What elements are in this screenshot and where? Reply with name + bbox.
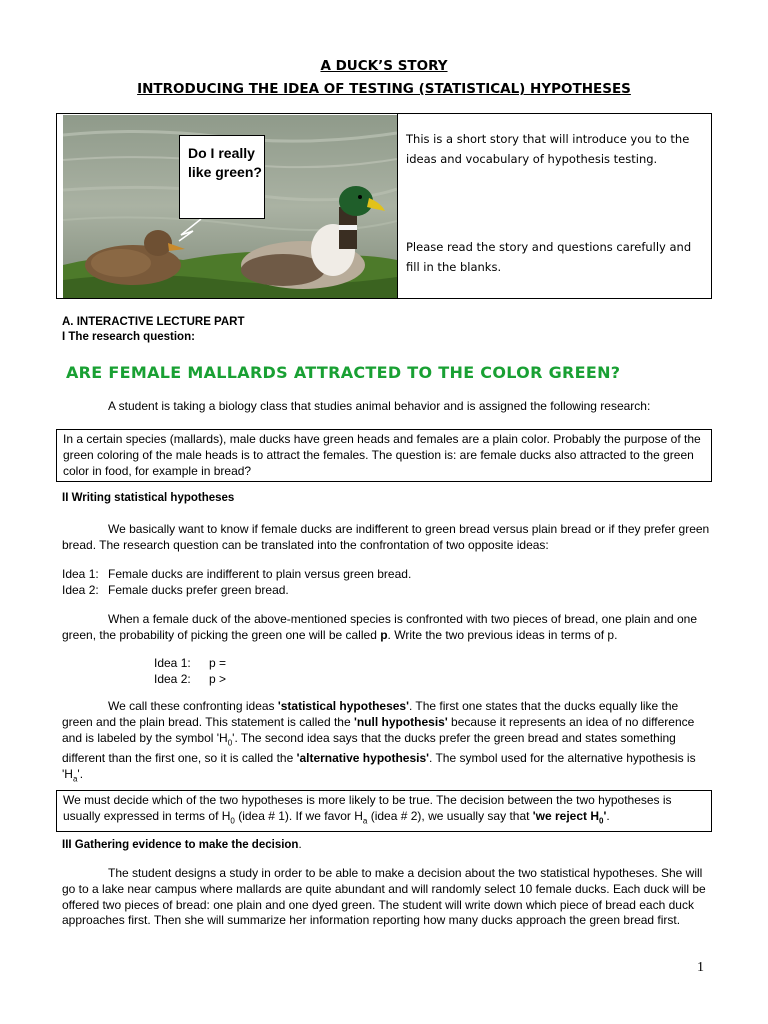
intro-text-1: This is a short story that will introduce you to the ideas and vocabulary of hypothesis testing. [406, 132, 690, 166]
ideas-list [62, 567, 710, 599]
idea-1: Idea 1: Female ducks are indifferent to plain versus green bread. [62, 567, 412, 581]
speech-bubble-text: Do I really like green? [188, 145, 262, 180]
basically-paragraph: We basically want to know if female ducks are indifferent to green bread versus plain bread or if they prefer green bread. The research question can be translated into the confrontation of two opposite ideas: [62, 522, 710, 552]
idea-2-p: Idea 2: p > [154, 671, 227, 686]
document-title: A DUCK’S STORY [320, 58, 448, 74]
speech-bubble [179, 135, 265, 219]
intro-table [56, 113, 712, 299]
idea-2: Idea 2: Female ducks prefer green bread. [62, 582, 289, 597]
hypotheses-paragraph: We call these confronting ideas 'statistical hypotheses'. The first one states that the ducks equally like the green and the plain bread. This statement is called the 'null hypothesis' because it represents an idea of no difference and is labeled by the symbol '$H_0$'. The second idea says that the ducks prefer the green bread and states something different than the first one, so it is called the 'alternative hypothesis'. The symbol used for the alternative hypothesis is '$H_a$'. [62, 699, 696, 783]
research-box: In a certain species (mallards), male ducks have green heads and females are a plain color. Probably the purpose of the green coloring of the male heads is to attract the females. The question is: are female ducks also attracted to the green color in food, for example in bread? [56, 429, 712, 482]
document-subtitle: INTRODUCING THE IDEA OF TESTING (STATISTICAL) HYPOTHESES [137, 81, 631, 97]
section-iii-heading: III Gathering evidence to make the decision. [62, 839, 302, 851]
section-a-heading: A. INTERACTIVE LECTURE PART [62, 316, 245, 328]
student-paragraph: A student is taking a biology class that studies animal behavior and is assigned the following research: [108, 399, 651, 413]
page-number: 1 [697, 960, 704, 975]
when-paragraph: When a female duck of the above-mentioned species is confronted with two pieces of bread, one plain and one green, the probability of picking the green one will be called p. Write the two previous ideas in terms of p. [62, 612, 698, 642]
section-ii-heading: II Writing statistical hypotheses [62, 492, 235, 504]
idea-1-p: Idea 1: p = [154, 656, 227, 670]
design-paragraph: The student designs a study in order to be able to make a decision about the two statistical hypotheses. She will go to a lake near campus where mallards are quite abundant and will randomly select 10 female ducks. Each duck will be offered two pieces of bread: one plain and one dyed green. The student will write down which piece of bread each duck approaches first. Then she will summarize her information reporting how many ducks approach the green bread first. [62, 866, 706, 928]
ideas-p-list [154, 656, 454, 688]
intro-text-2: Please read the story and questions carefully and fill in the blanks. [406, 240, 692, 274]
research-question: ARE FEMALE MALLARDS ATTRACTED TO THE COLOR GREEN? [66, 363, 621, 382]
duck-photo [63, 115, 397, 298]
research-question-heading: I The research question: [62, 331, 195, 343]
speech-pointer-icon [175, 219, 205, 243]
table-divider [397, 114, 398, 299]
decision-box: We must decide which of the two hypotheses is more likely to be true. The decision between the two hypotheses is usually expressed in terms of $H_0$ (idea # 1). If we favor $H_a$ (idea # 2), we usually say that 'we reject $H_0'$. [56, 790, 712, 832]
